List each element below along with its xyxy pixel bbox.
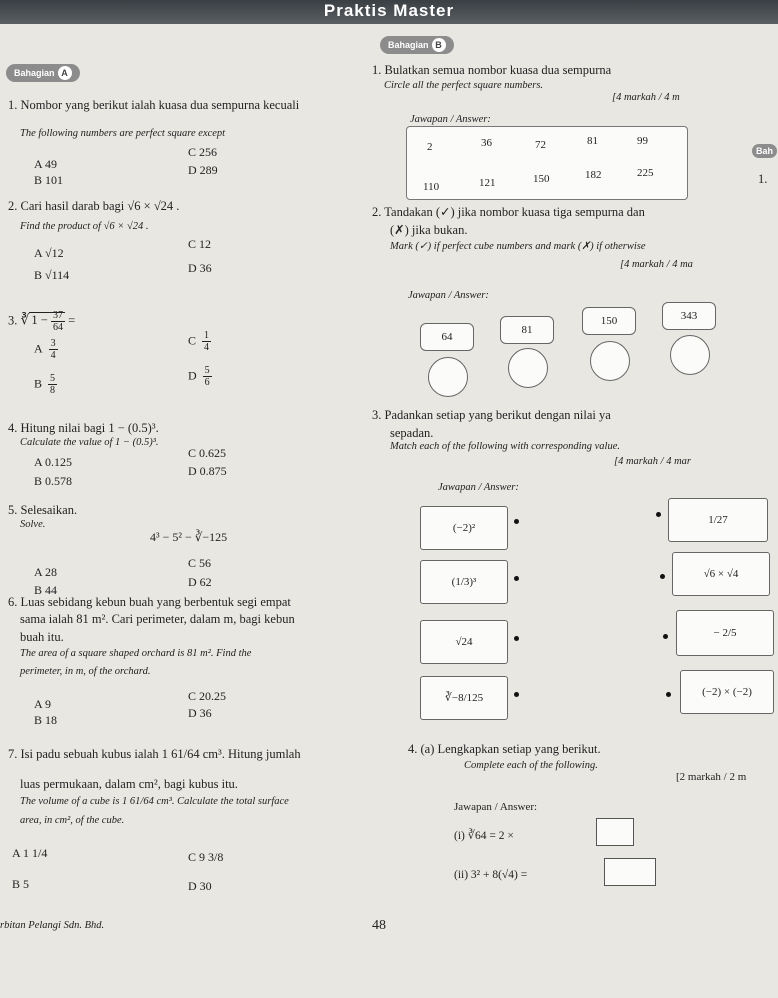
question-number: 1. [8, 98, 18, 112]
option-d[interactable]: D 36 [188, 261, 212, 275]
marks: [4 markah / 4 mar [614, 456, 692, 467]
question-english: Complete each of the following. [464, 760, 598, 771]
option-d[interactable]: D 62 [188, 575, 212, 589]
answer-part-ii: (ii) 3² + 8(√4) = [454, 869, 528, 881]
question-english: The volume of a cube is 1 61/64 cm³. Calculate the total surface [20, 796, 289, 807]
option-b[interactable]: B 101 [34, 173, 64, 187]
answer-label: Jawapan / Answer: [454, 801, 538, 813]
question-text: Nombor yang berikut ialah kuasa dua sempurna kecuali [20, 98, 300, 112]
question-english: The following numbers are perfect square except [20, 128, 226, 139]
option-c[interactable]: C 9 3/8 [188, 850, 224, 864]
question-7-a: 7. Isi padu sebuah kubus ialah 1 61/64 cm³. Hitung jumlah [8, 747, 301, 761]
section-b-label: Bahagian B [380, 36, 454, 54]
question-5-a: 5. Selesaikan. [8, 503, 78, 517]
option-b[interactable]: B √114 [34, 268, 70, 282]
option-d[interactable]: D $\frac{5}{6}$ [188, 365, 210, 388]
match-dot[interactable] [514, 576, 519, 581]
match-dot[interactable] [514, 519, 519, 524]
match-left-item: (−2)² [420, 506, 508, 550]
option-c[interactable]: C 12 [188, 237, 212, 251]
number-cell[interactable]: 182 [585, 169, 602, 181]
question-1-a [8, 98, 338, 113]
option-d[interactable]: D 289 [188, 163, 218, 177]
marks: [2 markah / 2 m [676, 771, 747, 783]
match-left-item: √24 [420, 620, 508, 664]
answer-label: Jawapan / Answer: [410, 114, 491, 125]
number-cell[interactable]: 36 [481, 137, 492, 149]
match-left-item: ∛−8/125 [420, 676, 508, 720]
marks: [4 markah / 4 m [612, 92, 680, 103]
question-english: Circle all the perfect square numbers. [384, 80, 544, 91]
side-question-number: 1. [758, 172, 768, 186]
option-c[interactable]: C 56 [188, 556, 212, 570]
option-b[interactable]: B 18 [34, 713, 58, 727]
answer-label: Jawapan / Answer: [438, 482, 519, 493]
question-text: buah itu. [20, 630, 64, 644]
answer-input-i[interactable] [596, 818, 634, 846]
option-d[interactable]: D 36 [188, 706, 212, 720]
expression: 4³ − 5² − ∛−125 [150, 530, 228, 544]
option-c[interactable]: C 20.25 [188, 689, 227, 703]
answer-label: Jawapan / Answer: [408, 290, 489, 301]
question-english: Find the product of √6 × √24 . [20, 221, 149, 232]
question-english: Mark (✓) if perfect cube numbers and mark (✗) if otherwise [390, 241, 646, 252]
number-cell[interactable]: 72 [535, 139, 546, 151]
number-box: 81 [500, 316, 554, 344]
number-cell[interactable]: 225 [637, 167, 654, 179]
option-d[interactable]: D 30 [188, 879, 212, 893]
question-text: (✗) jika bukan. [390, 223, 468, 237]
question-text: sama ialah 81 m². Cari perimeter, dalam m, bagi kebun [20, 612, 295, 626]
option-b[interactable]: B 5 [12, 877, 30, 891]
number-cell[interactable]: 2 [427, 141, 433, 153]
publisher-footer: rbitan Pelangi Sdn. Bhd. [0, 920, 105, 931]
match-dot[interactable] [660, 574, 665, 579]
option-a[interactable]: A 1 1/4 [12, 846, 48, 860]
match-dot[interactable] [514, 636, 519, 641]
question-text: sepadan. [390, 426, 434, 440]
match-right-item: (−2) × (−2) [680, 670, 774, 714]
side-section-label: Bah [752, 144, 777, 158]
question-english: perimeter, in m, of the orchard. [20, 666, 151, 677]
number-cell[interactable]: 150 [533, 173, 550, 185]
option-a[interactable]: A 49 [34, 157, 58, 171]
question-4-b: 4. (a) Lengkapkan setiap yang berikut. [408, 742, 601, 756]
option-a[interactable]: A √12 [34, 246, 64, 260]
match-dot[interactable] [514, 692, 519, 697]
number-cell[interactable]: 110 [423, 181, 440, 193]
answer-part-i: (i) ∛64 = 2 × [454, 830, 514, 842]
answer-input-ii[interactable] [604, 858, 656, 886]
match-dot[interactable] [663, 634, 668, 639]
option-a[interactable]: A 9 [34, 697, 52, 711]
question-2-b: 2. Tandakan (✓) jika nombor kuasa tiga sempurna dan [372, 205, 645, 219]
section-a-badge: A [58, 66, 72, 80]
option-a[interactable]: A 0.125 [34, 455, 73, 469]
tick-answer-circle[interactable] [508, 348, 548, 388]
option-c[interactable]: C 256 [188, 145, 218, 159]
match-dot[interactable] [666, 692, 671, 697]
number-cell[interactable]: 99 [637, 135, 648, 147]
page-title: Praktis Master [323, 1, 455, 20]
option-a[interactable]: A $\frac{3}{4}$ [34, 338, 56, 361]
section-a-label: Bahagian A [6, 64, 80, 82]
match-right-item: √6 × √4 [672, 552, 770, 596]
option-b[interactable]: B 0.578 [34, 474, 73, 488]
number-box: 64 [420, 323, 474, 351]
option-b[interactable]: B 44 [34, 583, 58, 597]
question-4-a: 4. Hitung nilai bagi 1 − (0.5)³. [8, 421, 159, 435]
question-english: Solve. [20, 519, 46, 530]
question-3-a: 3. ∛ 1 − $\frac{37}{64}$ = [8, 310, 76, 333]
option-c[interactable]: C $\frac{1}{4}$ [188, 330, 210, 353]
question-english: area, in cm², of the cube. [20, 815, 125, 826]
page-number: 48 [372, 918, 386, 933]
tick-answer-circle[interactable] [670, 335, 710, 375]
match-right-item: 1/27 [668, 498, 768, 542]
match-dot[interactable] [656, 512, 661, 517]
number-cell[interactable]: 121 [479, 177, 496, 189]
tick-answer-circle[interactable] [590, 341, 630, 381]
match-left-item: (1/3)³ [420, 560, 508, 604]
match-right-item: − 2/5 [676, 610, 774, 656]
number-box: 343 [662, 302, 716, 330]
answer-grid [406, 126, 688, 200]
question-text: luas permukaan, dalam cm², bagi kubus itu. [20, 777, 238, 791]
section-b-badge: B [432, 38, 446, 52]
question-2-a: 2. Cari hasil darab bagi √6 × √24 . [8, 199, 180, 213]
number-cell[interactable]: 81 [587, 135, 598, 147]
question-1-b: 1. Bulatkan semua nombor kuasa dua sempurna [372, 63, 612, 77]
tick-answer-circle[interactable] [428, 357, 468, 397]
question-3-b: 3. Padankan setiap yang berikut dengan nilai ya [372, 408, 611, 422]
option-d[interactable]: D 0.875 [188, 464, 227, 478]
question-6-a: 6. Luas sebidang kebun buah yang berbentuk segi empat [8, 595, 291, 609]
option-b[interactable]: B $\frac{5}{8}$ [34, 373, 56, 396]
question-english: Calculate the value of 1 − (0.5)³. [20, 437, 159, 448]
option-c[interactable]: C 0.625 [188, 446, 227, 460]
marks: [4 markah / 4 ma [620, 259, 693, 270]
question-english: The area of a square shaped orchard is 81 m². Find the [20, 648, 252, 659]
number-box: 150 [582, 307, 636, 335]
option-a[interactable]: A 28 [34, 565, 58, 579]
question-english: Match each of the following with corresponding value. [390, 441, 620, 452]
